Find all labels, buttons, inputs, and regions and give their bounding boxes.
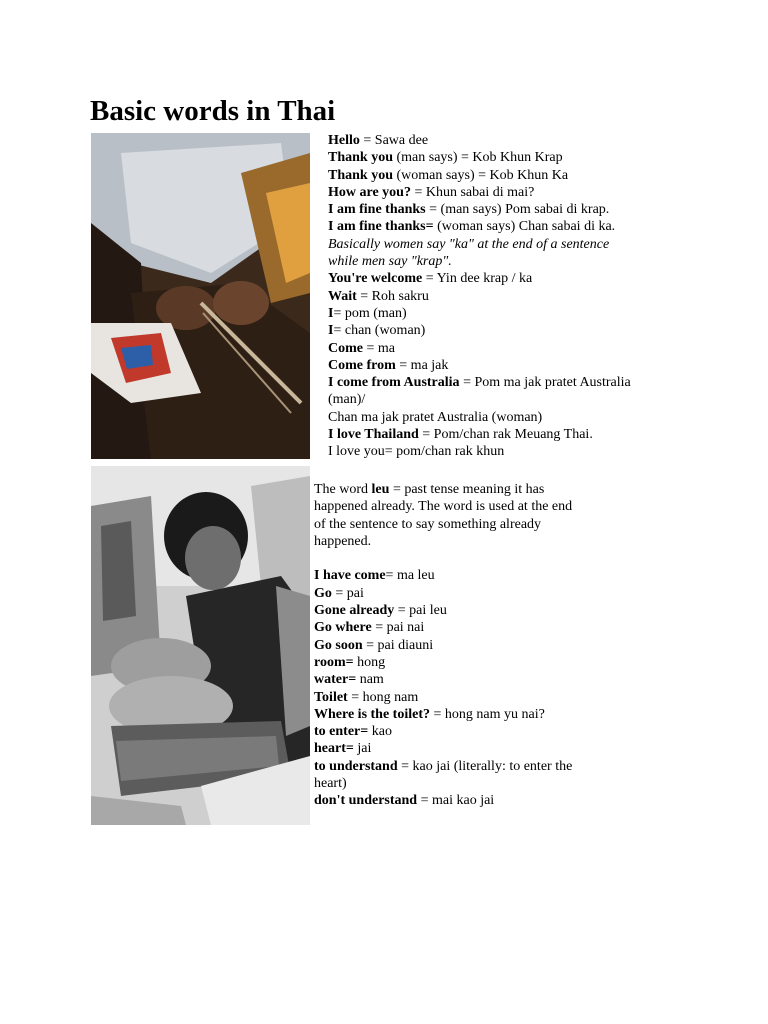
phrase-meaning: = hong nam yu nai?	[430, 706, 545, 722]
phrase-line	[328, 288, 748, 305]
phrase-line	[328, 270, 748, 287]
phrase-meaning: = pai	[331, 585, 364, 601]
phrase-term: room=	[314, 654, 354, 670]
phrase-meaning: = kao jai (literally: to enter the	[397, 758, 573, 774]
phrase-line	[314, 723, 734, 740]
phrase-line	[328, 357, 748, 374]
phrase-meaning: nam	[356, 672, 384, 688]
phrase-term: I am fine thanks	[328, 202, 426, 218]
phrase-line	[314, 689, 734, 706]
boxer-photo	[91, 466, 310, 825]
phrase-meaning: jai	[353, 741, 372, 757]
phrase-line	[328, 409, 748, 426]
phrase-list-1	[328, 132, 748, 461]
phrase-term: I	[328, 305, 334, 321]
phrase-term: Hello	[328, 133, 360, 148]
phrase-term: Thank you	[328, 167, 393, 183]
phrase-meaning: hong	[353, 654, 386, 670]
phrase-line	[328, 218, 748, 235]
phrase-line	[328, 305, 748, 322]
phrase-line	[328, 426, 748, 443]
phrase-meaning: = ma leu	[385, 568, 435, 584]
phrase-meaning: (man)/	[328, 392, 366, 408]
phrase-term: Go	[314, 585, 332, 601]
phrase-meaning: heart)	[314, 776, 347, 792]
phrase-term: I	[328, 323, 334, 339]
phrase-line	[314, 637, 734, 654]
page-title: Basic words in Thai	[90, 95, 336, 127]
phrase-meaning: = pai nai	[371, 620, 425, 636]
intro-line: happened.	[314, 533, 372, 549]
phrase-term: Where is the toilet?	[314, 706, 430, 722]
phrase-term: to enter=	[314, 724, 369, 740]
phrase-line	[314, 775, 734, 792]
hands-wrapping-photo	[91, 133, 310, 459]
phrase-meaning: = (man says) Pom sabai di krap.	[425, 202, 610, 218]
intro-line: of the sentence to say something already	[314, 516, 542, 532]
note-text: while men say "krap".	[328, 254, 452, 270]
hands-wrapping-illustration	[91, 133, 310, 459]
phrase-line	[314, 758, 734, 775]
phrase-term: to understand	[314, 758, 398, 774]
phrase-term: Come from	[328, 357, 396, 373]
phrase-term: heart=	[314, 741, 354, 757]
phrase-meaning: = Pom/chan rak Meuang Thai.	[418, 427, 593, 443]
phrase-list-2-items	[314, 567, 734, 809]
phrase-term: Wait	[328, 288, 357, 304]
note-line	[328, 253, 748, 270]
phrase-line	[314, 740, 734, 757]
phrase-meaning: = mai kao jai	[417, 793, 495, 809]
phrase-meaning: = ma jak	[395, 357, 449, 373]
phrase-meaning: = Khun sabai di mai?	[410, 184, 535, 200]
phrase-line	[328, 132, 748, 149]
phrase-line	[314, 792, 734, 809]
phrase-line	[328, 167, 748, 184]
phrase-meaning: kao	[368, 724, 392, 740]
phrase-meaning: (woman says) Chan sabai di ka.	[433, 219, 616, 235]
phrase-line	[314, 567, 734, 584]
note-text: Basically women say "ka" at the end of a sentence	[328, 236, 610, 252]
phrase-term: Thank you	[328, 150, 393, 166]
phrase-meaning: = pom (man)	[333, 305, 407, 321]
phrase-meaning: = hong nam	[347, 689, 419, 705]
phrase-line	[328, 201, 748, 218]
phrase-meaning: = pai leu	[394, 603, 447, 619]
intro-line: happened already. The word is used at the end	[314, 499, 573, 515]
phrase-line	[328, 443, 748, 460]
phrase-term: I am fine thanks=	[328, 219, 434, 235]
phrase-term: You're welcome	[328, 271, 423, 287]
phrase-term: I love Thailand	[328, 427, 419, 443]
phrase-meaning: = pai diauni	[362, 637, 434, 653]
phrase-line	[328, 340, 748, 357]
phrase-meaning: = Roh sakru	[356, 288, 429, 304]
phrase-line	[314, 671, 734, 688]
phrase-term: Come	[328, 340, 363, 356]
spacer	[314, 550, 734, 567]
phrase-term: Go soon	[314, 637, 363, 653]
phrase-term: How are you?	[328, 184, 411, 200]
phrase-term: I have come	[314, 568, 386, 584]
phrase-line	[314, 654, 734, 671]
phrase-term: Toilet	[314, 689, 348, 705]
phrase-term: Go where	[314, 620, 372, 636]
phrase-line	[328, 184, 748, 201]
phrase-meaning: = chan (woman)	[333, 323, 426, 339]
phrase-meaning: = ma	[363, 340, 395, 356]
phrase-line	[314, 602, 734, 619]
phrase-line	[314, 585, 734, 602]
phrase-line	[328, 374, 748, 391]
phrase-list-2	[314, 481, 734, 810]
phrase-line	[328, 322, 748, 339]
phrase-line	[328, 149, 748, 166]
phrase-line	[314, 619, 734, 636]
phrase-meaning: I love you= pom/chan rak khun	[328, 444, 505, 460]
phrase-meaning: = Yin dee krap / ka	[422, 271, 533, 287]
phrase-meaning: Chan ma jak pratet Australia (woman)	[328, 409, 543, 425]
boxer-illustration	[91, 466, 310, 825]
phrase-term: don't understand	[314, 793, 418, 809]
phrase-term: I come from Australia	[328, 375, 460, 391]
phrase-meaning: (man says) = Kob Khun Krap	[392, 150, 563, 166]
phrase-term: water=	[314, 672, 357, 688]
phrase-meaning: (woman says) = Kob Khun Ka	[392, 167, 569, 183]
phrase-line	[328, 391, 748, 408]
intro-line: The word leu = past tense meaning it has	[314, 482, 545, 497]
phrase-meaning: = Pom ma jak pratet Australia	[459, 375, 631, 391]
phrase-meaning: = Sawa dee	[359, 133, 429, 148]
phrase-line	[314, 706, 734, 723]
note-line	[328, 236, 748, 253]
phrase-term: Gone already	[314, 603, 395, 619]
